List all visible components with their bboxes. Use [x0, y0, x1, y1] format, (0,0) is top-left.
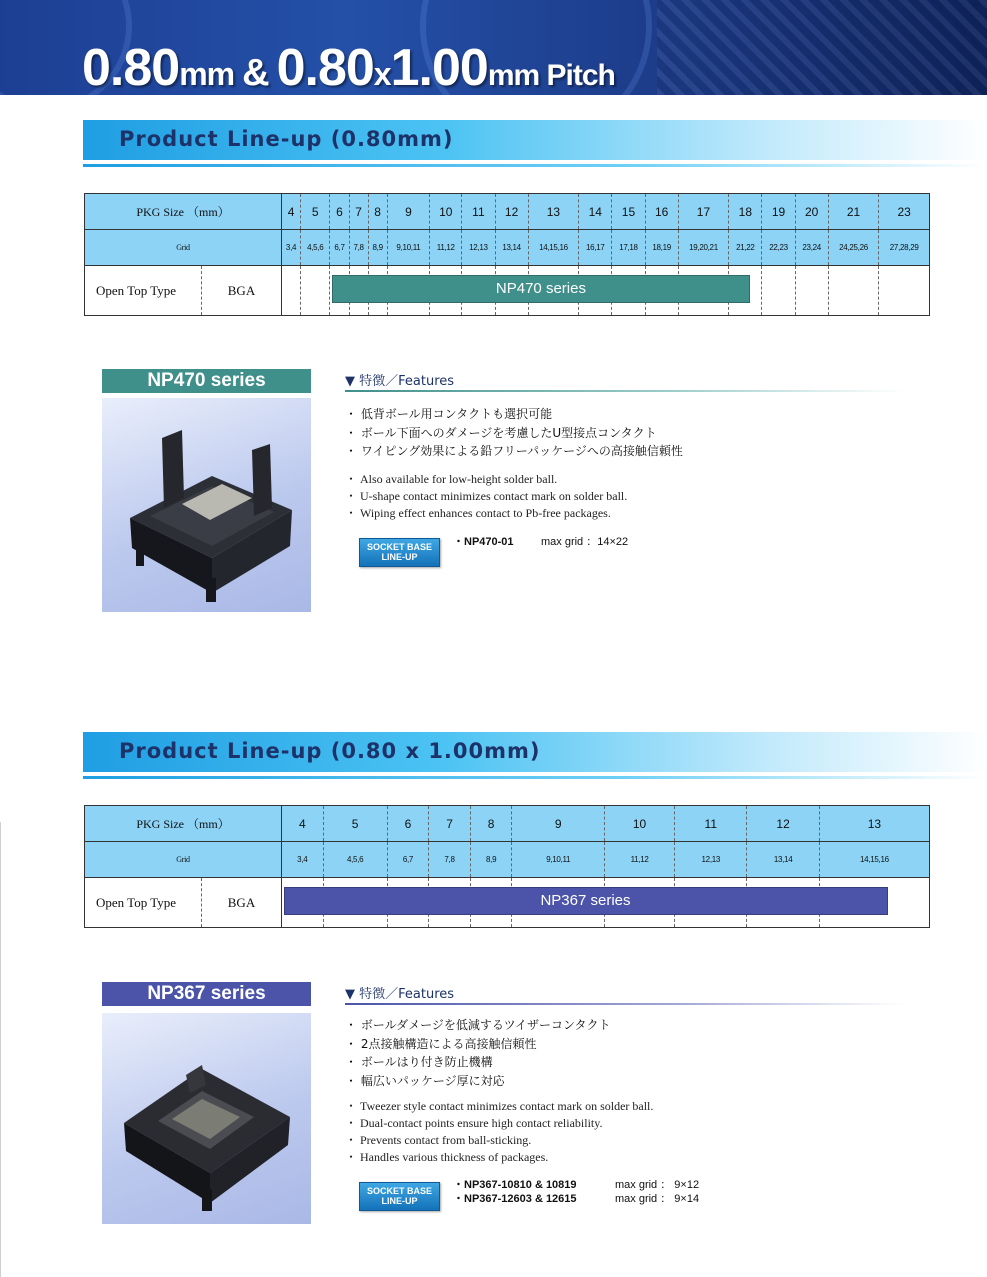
pkg-size-cell: 12	[495, 194, 528, 230]
np470-product-photo	[102, 398, 311, 612]
open-type-cell	[282, 266, 301, 316]
feature-en-item: ・ Prevents contact from ball-sticking.	[345, 1133, 532, 1147]
grid-cell: 9,10,11	[387, 230, 429, 266]
pkg-size-cell: 21	[828, 194, 879, 230]
pkg-size-cell: 12	[747, 806, 819, 842]
pkg-size-cell: 7	[429, 806, 471, 842]
grid-cell: 8,9	[368, 230, 387, 266]
feature-en-item: ・ U-shape contact minimizes contact mark on solder ball.	[345, 489, 628, 503]
np367-features-en	[345, 1098, 653, 1166]
grid-cell: 19,20,21	[678, 230, 729, 266]
np367-series-tag: NP367 series	[102, 982, 311, 1006]
badge-line-1: SOCKET BASE	[366, 542, 432, 552]
grid-cell: 18,19	[645, 230, 678, 266]
np367-series-bar: NP367 series	[284, 887, 888, 915]
page-title	[82, 38, 615, 95]
grid-label: Grid	[85, 230, 282, 266]
bga-label: BGA	[202, 878, 282, 928]
pkg-size-cell: 16	[645, 194, 678, 230]
pkg-size-cell: 4	[282, 806, 324, 842]
grid-cell: 9,10,11	[512, 842, 605, 878]
feature-en-item: ・ Handles various thickness of packages.	[345, 1150, 549, 1164]
grid-cell: 8,9	[470, 842, 512, 878]
page-edge-line	[0, 822, 1, 1277]
open-type-cell	[828, 266, 879, 316]
grid-cell: 21,22	[729, 230, 762, 266]
np470-series-tag: NP470 series	[102, 369, 311, 393]
bga-label: BGA	[202, 266, 282, 316]
feature-en-item: ・ Wiping effect enhances contact to Pb-free packages.	[345, 506, 611, 520]
badge-line-2: LINE-UP	[381, 1196, 418, 1206]
pkg-size-label: PKG Size （mm）	[85, 806, 282, 842]
model-row	[453, 1192, 699, 1206]
grid-cell: 6,7	[387, 842, 429, 878]
feature-jp-item: ・ ボール下面へのダメージを考慮したU型接点コンタクト	[345, 425, 657, 440]
feature-en-item: ・ Dual-contact points ensure high contact reliability.	[345, 1116, 603, 1130]
section-heading-text: Product Line-up (0.80mm)	[119, 127, 454, 151]
title-unit-1: mm	[179, 56, 235, 92]
model-max-grid: max grid ： 9×14	[615, 1193, 700, 1205]
pkg-size-label: PKG Size （mm）	[85, 194, 282, 230]
pkg-size-cell: 13	[819, 806, 929, 842]
pkg-size-cell: 6	[387, 806, 429, 842]
section-underline	[83, 776, 987, 779]
pkg-size-cell: 9	[387, 194, 429, 230]
header-banner	[0, 0, 987, 95]
features-heading-text: ▼ 特徴／Features	[345, 374, 455, 389]
grid-cell: 14,15,16	[528, 230, 579, 266]
open-top-type-label: Open Top Type	[85, 878, 202, 928]
grid-cell: 7,8	[349, 230, 368, 266]
grid-cell: 24,25,26	[828, 230, 879, 266]
feature-jp-item: ・ ワイピング効果による鉛フリーパッケージへの高接触信頼性	[345, 444, 683, 458]
np470-socket-image	[102, 398, 311, 612]
features-underline	[345, 390, 905, 392]
feature-en-item: ・ Tweezer style contact minimizes contact mark on solder ball.	[345, 1099, 654, 1113]
title-unit-2: mm Pitch	[487, 59, 615, 92]
np470-features-heading	[345, 370, 905, 392]
np367-product-photo	[102, 1013, 311, 1224]
pkg-size-cell: 8	[368, 194, 387, 230]
title-pitch-2a: 0.80	[276, 39, 374, 95]
model-row	[453, 1178, 699, 1192]
grid-cell: 22,23	[762, 230, 795, 266]
grid-cell: 4,5,6	[323, 842, 387, 878]
pkg-size-cell: 7	[349, 194, 368, 230]
feature-jp-item: ・ 幅広いパッケージ厚に対応	[345, 1073, 505, 1088]
np470-features-jp	[345, 405, 683, 461]
socket-base-lineup-badge[interactable]	[359, 538, 440, 567]
model-row	[453, 535, 628, 549]
grid-cell: 17,18	[612, 230, 645, 266]
pkg-size-cell: 13	[528, 194, 579, 230]
section-heading-text: Product Line-up (0.80 x 1.00mm)	[119, 739, 541, 763]
grid-cell: 11,12	[605, 842, 675, 878]
np470-series-bar: NP470 series	[332, 275, 750, 303]
badge-line-2: LINE-UP	[381, 552, 418, 562]
grid-cell: 27,28,29	[879, 230, 930, 266]
feature-jp-item: ・ ボールダメージを低減するツイザーコンタクト	[345, 1018, 611, 1032]
grid-label: Grid	[85, 842, 282, 878]
badge-line-1: SOCKET BASE	[366, 1186, 432, 1196]
np367-model-list	[453, 1178, 699, 1206]
section-underline	[83, 164, 987, 167]
feature-en-item: ・ Also available for low-height solder ball.	[345, 472, 558, 486]
grid-cell: 16,17	[579, 230, 612, 266]
pkg-size-cell: 19	[762, 194, 795, 230]
section-heading-080x100	[83, 732, 987, 772]
np367-features-jp	[345, 1016, 611, 1090]
np470-model-list	[453, 535, 628, 549]
pkg-size-cell: 15	[612, 194, 645, 230]
pkg-size-cell: 17	[678, 194, 729, 230]
title-pitch-2b: 1.00	[390, 39, 488, 95]
grid-cell: 13,14	[495, 230, 528, 266]
grid-cell: 11,12	[430, 230, 462, 266]
title-times: x	[373, 56, 391, 92]
grid-cell: 7,8	[429, 842, 471, 878]
grid-cell: 12,13	[675, 842, 747, 878]
np367-features-heading	[345, 983, 905, 1005]
grid-cell: 14,15,16	[819, 842, 929, 878]
open-type-cell	[879, 266, 930, 316]
banner-socket-pattern	[657, 0, 987, 95]
pkg-size-cell: 4	[282, 194, 301, 230]
features-heading-text: ▼ 特徴／Features	[345, 987, 455, 1002]
section-heading-080	[83, 120, 987, 160]
pkg-size-cell: 23	[879, 194, 930, 230]
open-type-cell	[762, 266, 795, 316]
open-type-cell	[795, 266, 828, 316]
np470-features-en	[345, 471, 627, 522]
features-underline	[345, 1003, 905, 1005]
np367-socket-image	[102, 1013, 311, 1224]
feature-jp-item: ・ ボールはり付き防止機構	[345, 1055, 493, 1069]
grid-cell: 4,5,6	[301, 230, 330, 266]
pkg-size-cell: 11	[675, 806, 747, 842]
model-name: ・NP367-12603 & 12615	[453, 1193, 577, 1205]
pkg-size-cell: 6	[330, 194, 349, 230]
title-ampersand: &	[242, 52, 269, 94]
grid-cell: 13,14	[747, 842, 819, 878]
grid-cell: 23,24	[795, 230, 828, 266]
pkg-size-cell: 9	[512, 806, 605, 842]
grid-cell: 3,4	[282, 842, 324, 878]
model-max-grid: max grid ： 9×12	[615, 1179, 700, 1191]
model-name: ・NP470-01	[453, 536, 514, 548]
pkg-size-cell: 8	[470, 806, 512, 842]
open-type-cell	[301, 266, 330, 316]
title-pitch-1: 0.80	[82, 39, 180, 95]
pkg-size-cell: 10	[430, 194, 462, 230]
pkg-size-cell: 10	[605, 806, 675, 842]
open-top-type-label: Open Top Type	[85, 266, 202, 316]
feature-jp-item: ・ 低背ボール用コンタクトも選択可能	[345, 407, 553, 421]
pkg-size-cell: 5	[323, 806, 387, 842]
pkg-size-cell: 11	[462, 194, 495, 230]
pkg-size-cell: 18	[729, 194, 762, 230]
grid-cell: 3,4	[282, 230, 301, 266]
grid-cell: 6,7	[330, 230, 349, 266]
pkg-size-cell: 5	[301, 194, 330, 230]
pkg-size-cell: 20	[795, 194, 828, 230]
grid-cell: 12,13	[462, 230, 495, 266]
feature-jp-item: ・ 2点接触構造による高接触信頼性	[345, 1036, 537, 1051]
model-name: ・NP367-10810 & 10819	[453, 1179, 577, 1191]
socket-base-lineup-badge[interactable]	[359, 1182, 440, 1211]
model-max-grid: max grid ：14×22	[541, 536, 629, 548]
pkg-size-cell: 14	[579, 194, 612, 230]
